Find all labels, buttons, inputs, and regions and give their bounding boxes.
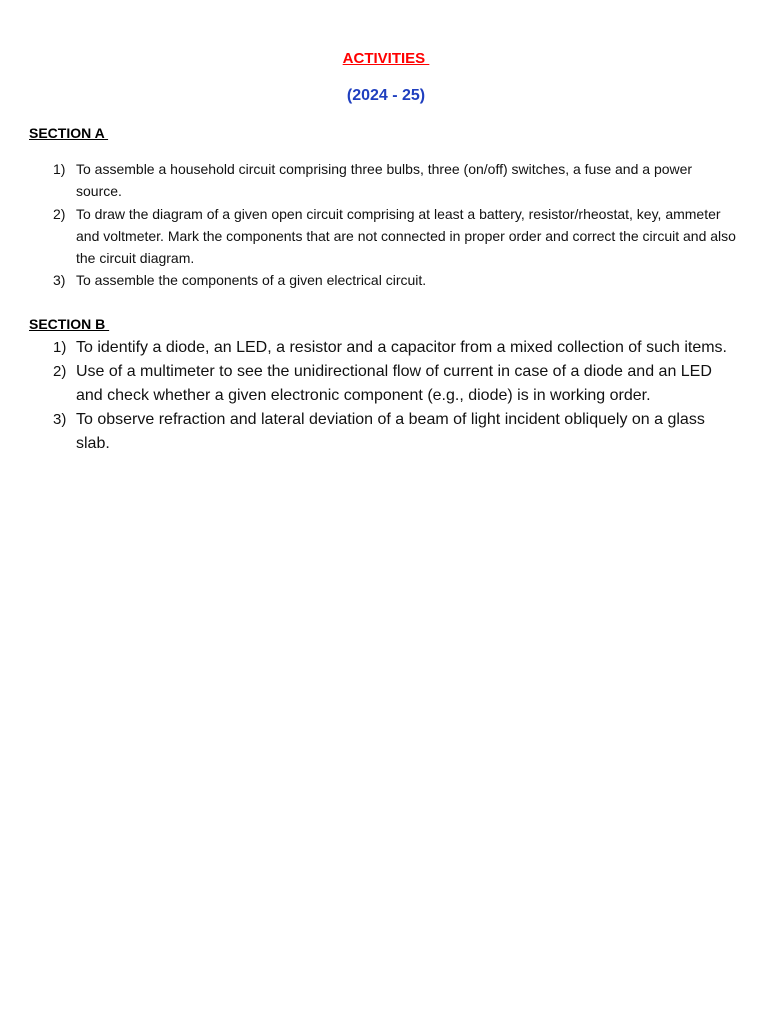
list-item <box>0 158 740 202</box>
document-subtitle: (2024 - 25) <box>346 87 426 104</box>
list-item-text: Use of a multimeter to see the unidirectional flow of current in case of a diode and an LED and check whether a given electronic component (e.g., diode) is in working order. <box>76 363 712 404</box>
list-item <box>0 336 740 360</box>
list-item-number: 1) <box>53 161 66 177</box>
list-item-number: 2) <box>53 205 66 222</box>
list-item <box>0 408 740 456</box>
document-title: ACTIVITIES <box>342 50 430 67</box>
section-b-heading: SECTION B <box>29 316 110 332</box>
section-a-heading: SECTION A <box>29 125 109 141</box>
list-item <box>0 360 740 408</box>
list-item-text: To observe refraction and lateral deviation of a beam of light incident obliquely on a glass slab. <box>76 411 705 452</box>
list-item <box>0 269 740 291</box>
list-item-number: 3) <box>53 411 67 428</box>
list-item-number: 1) <box>53 339 67 356</box>
list-item-text: To identify a diode, an LED, a resistor and a capacitor from a mixed collection of such items. <box>76 339 727 356</box>
list-item-text: To assemble the components of a given electrical circuit. <box>76 272 427 288</box>
list-item <box>0 203 740 269</box>
section-b-list <box>0 336 740 456</box>
list-item-text: To assemble a household circuit comprising three bulbs, three (on/off) switches, a fuse and a power source. <box>76 161 693 199</box>
list-item-text: To draw the diagram of a given open circuit comprising at least a battery, resistor/rheostat, key, ammeter and voltmeter. Mark the components that are not connected in proper order and correct the circuit and also the circuit diagram. <box>76 205 736 266</box>
section-a-list <box>0 158 740 292</box>
list-item-number: 3) <box>53 272 66 288</box>
list-item-number: 2) <box>53 363 67 380</box>
